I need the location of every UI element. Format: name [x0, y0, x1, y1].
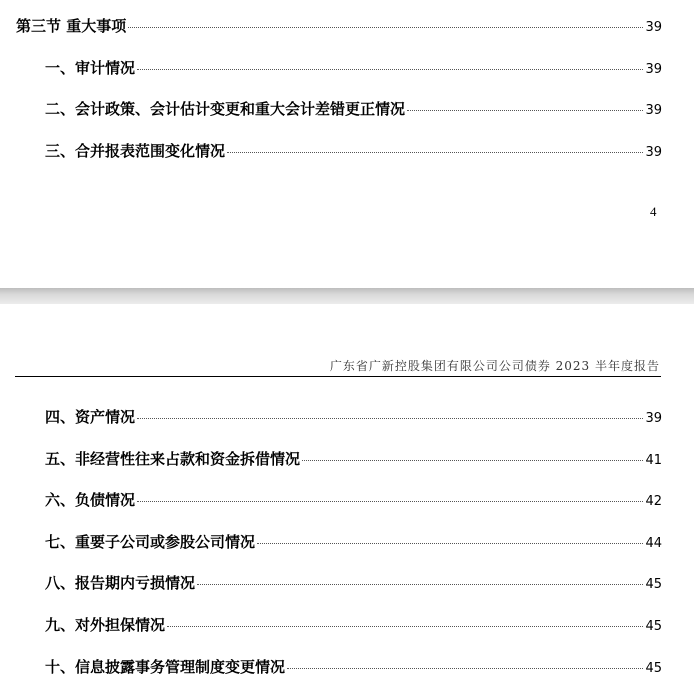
toc-entry[interactable]: [45, 573, 662, 593]
page-footer-number: 4: [650, 204, 657, 219]
toc-page-number: 39: [645, 411, 662, 426]
toc-entry-label: 九、对外担保情况: [45, 616, 166, 634]
page-separator: [0, 288, 694, 304]
toc-entry[interactable]: [45, 99, 662, 119]
toc-entry[interactable]: [45, 141, 662, 161]
header-rule: [15, 376, 661, 377]
toc-entry[interactable]: [45, 58, 662, 78]
toc-entry-label: 三、合并报表范围变化情况: [45, 142, 226, 160]
toc-entry-label: 四、资产情况: [45, 408, 136, 426]
dot-leader: [287, 668, 643, 669]
dot-leader: [407, 110, 643, 111]
toc-page-number: 39: [645, 20, 662, 35]
toc-entry-label: 一、审计情况: [45, 59, 136, 77]
dot-leader: [137, 69, 643, 70]
toc-entry[interactable]: [45, 532, 662, 552]
toc-entry-label: 二、会计政策、会计估计变更和重大会计差错更正情况: [45, 100, 406, 118]
toc-page-number: 42: [645, 494, 662, 509]
running-header: 广东省广新控股集团有限公司公司债券 2023 半年度报告: [329, 359, 660, 373]
toc-entry-label: 第三节 重大事项: [16, 17, 127, 35]
toc-entry[interactable]: [45, 449, 662, 469]
toc-entry[interactable]: [45, 407, 662, 427]
dot-leader: [302, 460, 643, 461]
toc-page-number: 39: [645, 103, 662, 118]
toc-entry-label: 十、信息披露事务管理制度变更情况: [45, 658, 286, 676]
dot-leader: [167, 626, 643, 627]
toc-entry-label: 八、报告期内亏损情况: [45, 574, 196, 592]
toc-entry-label: 六、负债情况: [45, 491, 136, 509]
toc-entry-label: 五、非经营性往来占款和资金拆借情况: [45, 450, 301, 468]
toc-entry[interactable]: [45, 615, 662, 635]
toc-entry[interactable]: [45, 657, 662, 677]
document-page-bottom: [0, 304, 694, 684]
toc-page-number: 45: [645, 577, 662, 592]
toc-page-number: 44: [645, 536, 662, 551]
toc-page-number: 39: [645, 62, 662, 77]
dot-leader: [197, 584, 643, 585]
dot-leader: [137, 501, 643, 502]
toc-page-number: 45: [645, 619, 662, 634]
toc-section-heading[interactable]: [16, 16, 662, 36]
dot-leader: [137, 418, 643, 419]
document-page-top: [0, 0, 694, 288]
toc-page-number: 45: [645, 661, 662, 676]
toc-page-number: 41: [645, 453, 662, 468]
dot-leader: [257, 543, 643, 544]
toc-entry-label: 七、重要子公司或参股公司情况: [45, 533, 256, 551]
dot-leader: [128, 27, 643, 28]
toc-entry[interactable]: [45, 490, 662, 510]
dot-leader: [227, 152, 643, 153]
toc-page-number: 39: [645, 145, 662, 160]
